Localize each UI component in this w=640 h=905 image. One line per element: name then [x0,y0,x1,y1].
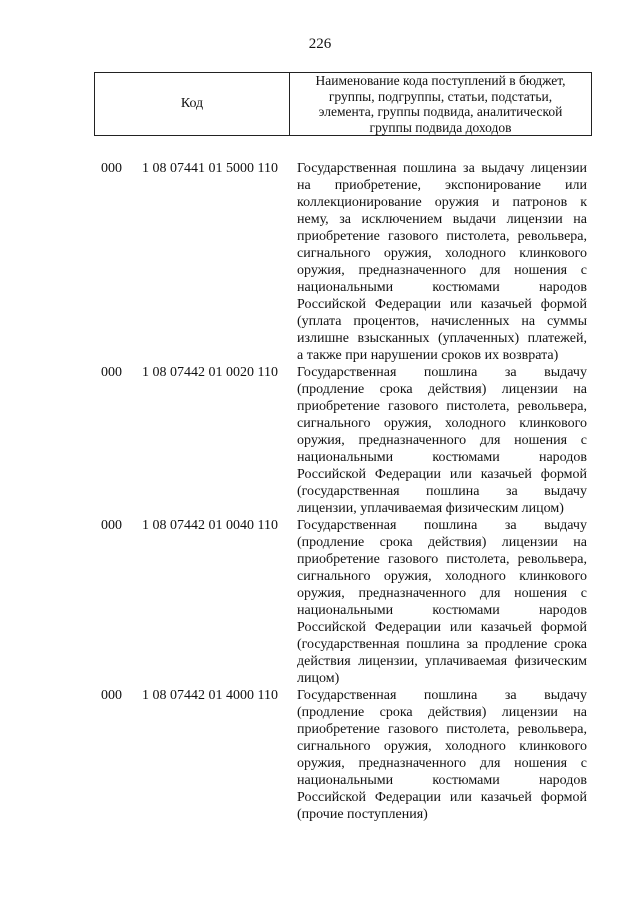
description-word: народов [538,603,587,618]
description-word: (продление срока действия) лицензии на [297,705,587,720]
income-description [297,687,587,823]
description-word: приобретение газового пистолета, револьвера, [297,722,587,737]
description-word: оружия, предназначенного для ношения с [297,433,587,448]
description-word: Государственная [297,518,397,533]
description-word: национальными [297,280,394,295]
income-description [297,364,587,517]
description-word: Государственная [297,365,397,380]
description-word: экспонирование [445,178,542,193]
description-line [297,568,587,585]
description-line [297,789,587,806]
description-word: пошлина [423,365,478,380]
description-line [297,619,587,636]
description-line [297,262,587,279]
header-name-line: Наименование кода поступлений в бюджет, [315,73,566,88]
description-word: народов [538,280,587,295]
description-word: народов [538,773,587,788]
description-word: сигнального оружия, холодного клинкового [297,569,587,584]
description-line [297,194,587,211]
description-line [297,228,587,245]
table-header [94,72,592,136]
description-word: приобретение газового пистолета, револьвера, [297,229,587,244]
description-word: пошлина [423,518,478,533]
description-line [297,415,587,432]
admin-code: 000 [101,688,122,703]
description-line [297,500,587,517]
description-word: костюмами [432,280,500,295]
description-word: лицом) [297,671,340,686]
description-word: (продление срока действия) лицензии на [297,382,587,397]
description-line [297,381,587,398]
description-word: лицензии, уплачиваемая физическим лицом) [297,501,564,516]
page-number: 226 [308,36,332,52]
description-word: пошлина [423,688,478,703]
description-line [297,177,587,194]
description-word: Государственная [297,688,397,703]
description-word: Российской Федерации или казачьей формой [297,790,587,805]
description-line [297,245,587,262]
table-row [0,517,640,687]
description-line [297,585,587,602]
income-code: 1 08 07442 01 0040 110 [142,518,278,533]
description-word: приобретение газового пистолета, револьвера, [297,552,587,567]
description-word: а также при нарушении сроков их возврата) [297,348,559,363]
header-name-line: элемента, группы подвида, аналитической [318,104,563,119]
description-word: за [505,484,518,499]
table-row [0,364,640,517]
description-word: за [504,518,517,533]
income-codes-list [0,160,640,823]
income-code: 1 08 07442 01 4000 110 [142,688,278,703]
header-name-label [290,73,591,135]
income-description [297,517,587,687]
description-line [297,534,587,551]
description-line [297,398,587,415]
description-word: (уплата процентов, начисленных на суммы [297,314,587,329]
description-word: оружия, предназначенного для ношения с [297,263,587,278]
admin-code: 000 [101,365,122,380]
header-name-line: группы, подгруппы, статьи, подстатьи, [328,88,553,104]
description-word: костюмами [432,773,500,788]
description-word: Российской Федерации или казачьей формой [297,620,587,635]
description-word: пошлина [426,484,480,499]
description-line [297,755,587,772]
description-word: приобретение, [334,178,422,193]
description-line [297,330,587,347]
description-line [297,296,587,313]
description-line [297,721,587,738]
description-word: сигнального оружия, холодного клинкового [297,246,587,261]
description-line [297,653,587,670]
description-word: выдачу [544,484,587,499]
description-word: (прочие поступления) [297,807,428,822]
description-word: излишне взысканных (уплаченных) платежей, [297,331,587,346]
description-line [297,551,587,568]
description-word: костюмами [432,603,500,618]
description-word: выдачу [544,365,587,380]
description-word: оружия, предназначенного для ношения с [297,586,587,601]
description-line [297,704,587,721]
description-word: приобретение газового пистолета, револьвера, [297,399,587,414]
table-row [0,687,640,823]
description-word: (государственная [297,484,400,499]
description-line [297,211,587,228]
description-line [297,449,587,466]
description-line [297,313,587,330]
description-word: коллекционирование оружия и патронов к [297,195,587,210]
table-row [0,160,640,364]
description-line [297,364,587,381]
income-code: 1 08 07441 01 5000 110 [142,161,278,176]
description-line [297,636,587,653]
description-word: (государственная пошлина за продление срока [297,637,587,652]
header-name-line: группы подвида доходов [369,119,512,135]
description-word: (продление срока действия) лицензии на [297,535,587,550]
description-line [297,670,587,687]
description-word: Государственная пошлина за выдачу лицензии [297,161,587,176]
description-word: или [564,178,587,193]
income-description [297,160,587,364]
description-line [297,160,587,177]
description-line [297,517,587,534]
description-line [297,806,587,823]
income-code: 1 08 07442 01 0020 110 [142,365,278,380]
description-line [297,687,587,704]
description-word: сигнального оружия, холодного клинкового [297,416,587,431]
description-word: за [504,365,517,380]
description-line [297,279,587,296]
description-word: на [297,178,311,193]
description-word: народов [538,450,587,465]
description-word: национальными [297,603,394,618]
description-line [297,347,587,364]
description-word: нему, за исключением выдачи лицензии на [297,212,587,227]
description-word: костюмами [432,450,500,465]
description-line [297,602,587,619]
description-word: национальными [297,450,394,465]
description-word: сигнального оружия, холодного клинкового [297,739,587,754]
description-word: оружия, предназначенного для ношения с [297,756,587,771]
description-line [297,466,587,483]
description-line [297,738,587,755]
description-word: выдачу [544,688,587,703]
description-word: выдачу [544,518,587,533]
admin-code: 000 [101,161,122,176]
description-line [297,772,587,789]
description-line [297,483,587,500]
header-code-label: Код [95,73,290,135]
admin-code: 000 [101,518,122,533]
description-word: Российской Федерации или казачьей формой [297,467,587,482]
description-line [297,432,587,449]
description-word: действия лицензии, уплачиваемая физическим [297,654,587,669]
description-word: национальными [297,773,394,788]
description-word: Российской Федерации или казачьей формой [297,297,587,312]
description-word: за [504,688,517,703]
